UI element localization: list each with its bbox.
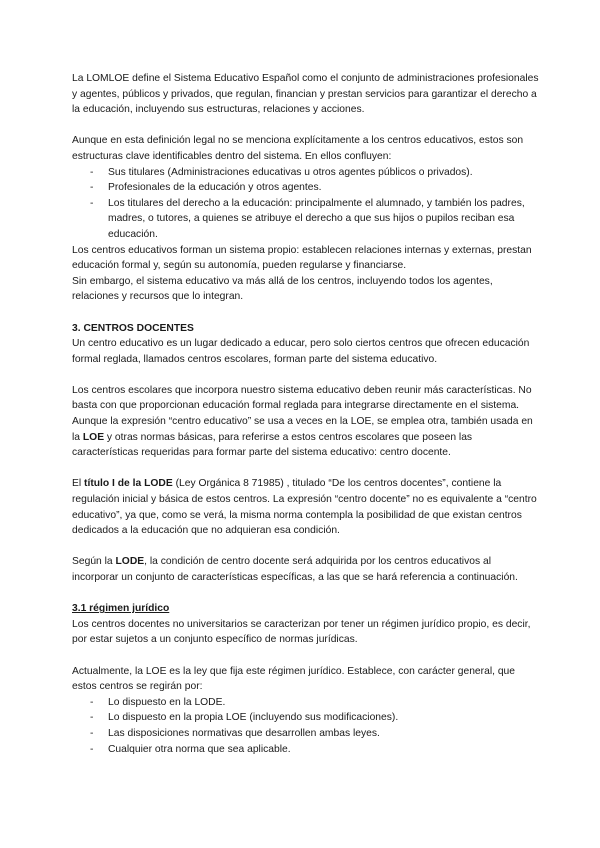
list-item: - Lo dispuesto en la propia LOE (incluyendo sus modificaciones). [72, 710, 540, 726]
text-run: Según la [72, 556, 116, 568]
text-run: , la condición de centro docente será adquirida por los centros educativos al incorporar un conjunto de características específicas, a las que se hará referencia a continuación. [72, 556, 518, 583]
paragraph-titulo-lode [72, 476, 540, 538]
paragraph-sin-embargo: Sin embargo, el sistema educativo va más allá de los centros, incluyendo todos los agentes, relaciones y recursos que lo integran. [72, 275, 493, 303]
bold-term-loe: LOE [82, 431, 105, 443]
spacer [72, 118, 540, 134]
spacer [72, 461, 540, 477]
paragraph-expresion-centro-educativo [72, 414, 540, 461]
list-item: - Cualquier otra norma que sea aplicable. [72, 742, 540, 758]
paragraph-centro-educativo: Un centro educativo es un lugar dedicado a educar, pero solo ciertos centros que ofrecen educación formal reglada, llamados centros escolares, forman parte del sistema educativo. [72, 338, 530, 365]
list-item: - Profesionales de la educación y otros agentes. [72, 180, 540, 196]
text-run: El [72, 478, 85, 490]
spacer [72, 586, 540, 602]
paragraph-regimen-propio: Los centros docentes no universitarios se caracterizan por tener un régimen jurídico propio, es decir, por estar sujetos a un conjunto específico de normas jurídicas. [72, 618, 531, 646]
spacer [72, 648, 540, 664]
list-item: - Los titulares del derecho a la educación: principalmente el alumnado, y también los padres, madres, o tutores, a quienes se atribuye el derecho a que sus hijos o pupilos reciban esa educación. [72, 196, 540, 243]
bold-term-lode: LODE [115, 556, 145, 568]
confluyen-list [72, 165, 540, 243]
list-item: - Lo dispuesto en la LODE. [72, 695, 540, 711]
section-heading-centros-docentes: 3. CENTROS DOCENTES [72, 322, 194, 334]
text-run: Aunque la expresión “centro educativo” se usa a veces en la LOE, se emplea otra, también usada en la [72, 416, 533, 443]
paragraph-lomloe-definition: La LOMLOE define el Sistema Educativo Español como el conjunto de administraciones profesionales y agentes, públicos y privados, que regulan, financian y prestan servicios para garantizar el derecho a la educación, incluyendo sus estructuras, relaciones y acciones. [72, 73, 539, 116]
spacer [72, 539, 540, 555]
paragraph-centros-confluyen: Aunque en esta definición legal no se menciona explícitamente a los centros educativos, estos son estructuras clave identificables dentro del sistema. En ellos confluyen: [72, 135, 524, 162]
spacer [72, 305, 540, 321]
bold-term-titulo-lode: título I de la LODE [84, 478, 173, 490]
list-item: - Las disposiciones normativas que desarrollen ambas leyes. [72, 726, 540, 742]
text-run: y otras normas básicas, para referirse a estos centros escolares que poseen las características requeridas para formar parte del sistema educativo: centro docente. [72, 431, 473, 459]
paragraph-sistema-propio: Los centros educativos forman un sistema propio: establecen relaciones internas y externas, prestan educación formal y, según su autonomía, pueden regularse y financiarse. [72, 244, 532, 272]
list-item: - Sus titulares (Administraciones educativas u otros agentes públicos o privados). [72, 165, 540, 181]
text-run: (Ley Orgánica 8 71985) , titulado “De los centros docentes”, contiene la regulación inicial y básica de estos centros. La expresión “centro docente” no es equivalente a “centro educativo”, ya que, como se verá, la misma norma contempla la posibilidad de que existan centros dedicados a la educación que no adquieran esa condición. [72, 478, 537, 537]
paragraph-centros-escolares: Los centros escolares que incorpora nuestro sistema educativo deben reunir más características. No basta con que proporcionan educación formal reglada para integrarse directamente en el sistema. [72, 384, 532, 412]
subsection-heading-regimen-juridico: 3.1 régimen jurídico [72, 603, 170, 615]
normas-list [72, 695, 540, 757]
paragraph-loe-fija-regimen: Actualmente, la LOE es la ley que fija este régimen jurídico. Establece, con carácter general, que estos centros se regirán por: [72, 665, 516, 693]
paragraph-segun-lode [72, 554, 540, 585]
spacer [72, 367, 540, 383]
